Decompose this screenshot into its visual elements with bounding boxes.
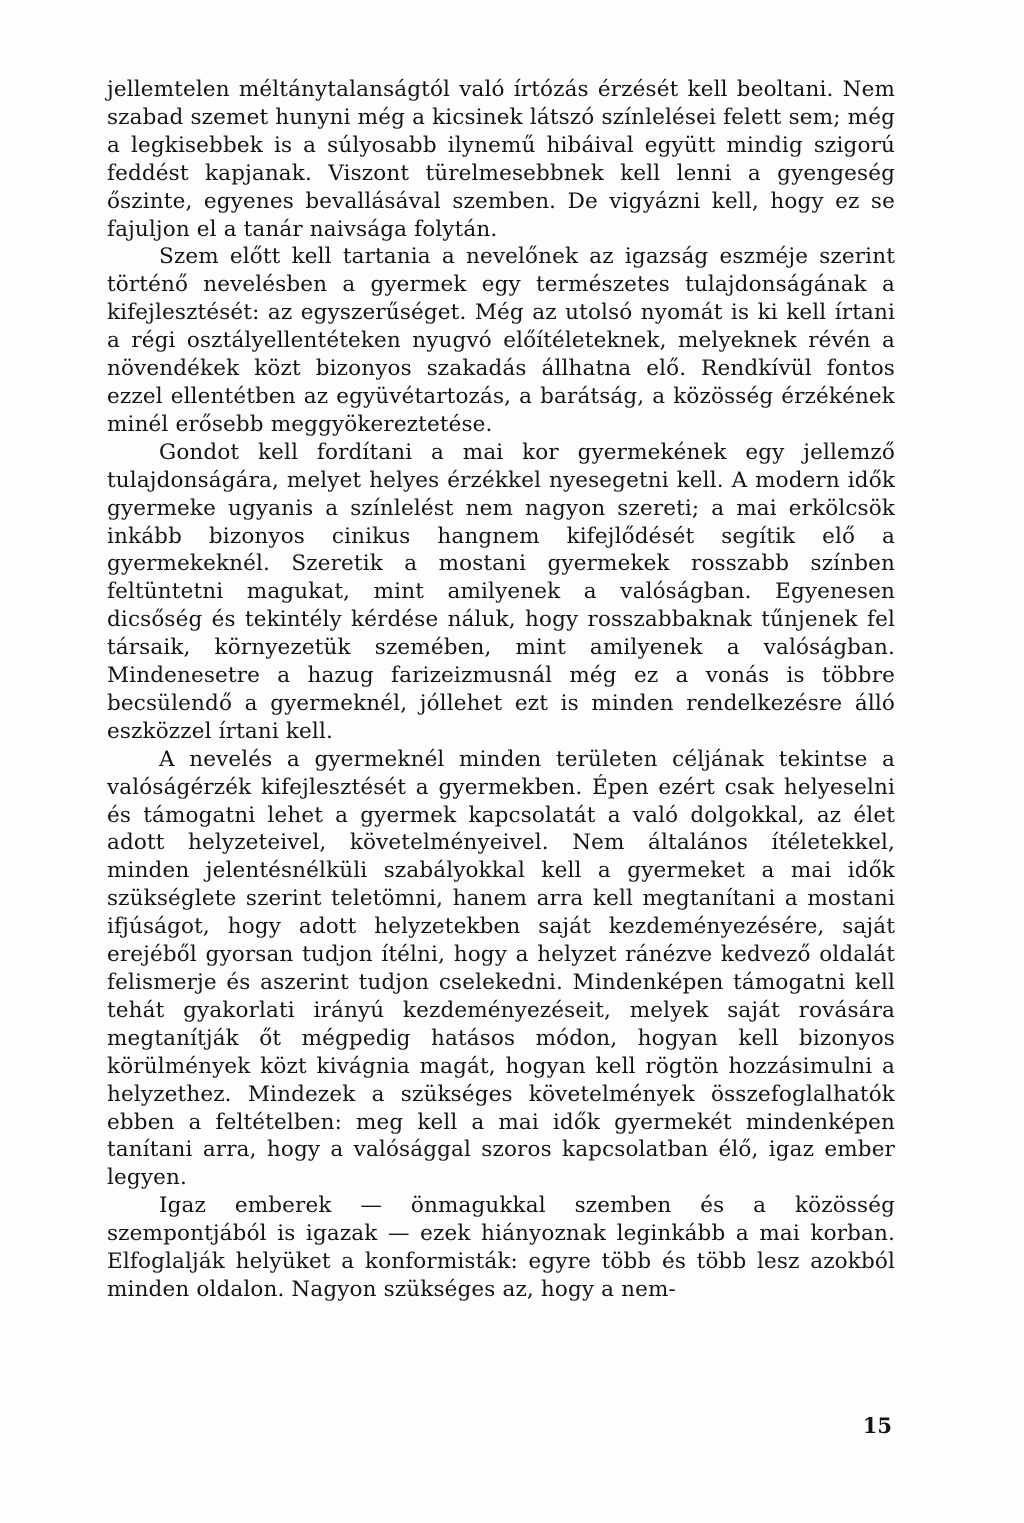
paragraph-2: Szem előtt kell tartania a nevelőnek az igazság eszméje szerint történő nevelésben a gyermek egy természetes tulajdonságának a kifejlesztését: az egyszerűséget. Még az utolsó nyomát is ki kell írtani a régi osztályellentéteken nyugvó előítéleteknek, melyeknek révén a növendékek közt bizonyos szakadás állhatna elő. Rendkívül fontos ezzel ellentétben az együvétartozás, a barátság, a közösség érzékének minél erősebb meggyökereztetése. <box>107 244 895 437</box>
body-text <box>107 76 895 1304</box>
paragraph-1: jellemtelen méltánytalanságtól való írtózás érzését kell beoltani. Nem szabad szemet hunyni még a kicsinek látszó színlelései felett sem; még a legkisebbek is a súlyosabb ilynemű hibáival együtt mindig szigorú feddést kapjanak. Viszont türelmesebbnek kell lenni a gyengeség őszinte, egyenes bevallásával szemben. De vigyázni kell, hogy ez se fajuljon el a tanár naivsága folytán. <box>107 77 895 242</box>
page-number: 15 <box>862 1413 892 1438</box>
paragraph-4: A nevelés a gyermeknél minden területen céljának tekintse a valóságérzék kifejlesztését a gyermekben. Épen ezért csak helyeselni és támogatni lehet a gyermek kapcsolatát a való dolgokkal, az élet adott helyzeteivel, követelményeivel. Nem általános ítéletekkel, minden jelentésnélküli szabályokkal kell a gyermeket a mai idők szükséglete szerint teletömni, hanem arra kell megtanítani a mostani ifjúságot, hogy adott helyzetekben saját kezdeményezésére, saját erejéből gyorsan tudjon ítélni, hogy a helyzet ránézve kedvező oldalát felismerje és aszerint tudjon cselekedni. Mindenképen támogatni kell tehát gyakorlati irányú kezdeményezéseit, melyek saját rovására megtanítják őt mégpedig hatásos módon, hogyan kell bizonyos körülmények közt kivágnia magát, hogyan kell rögtön hozzásimulni a helyzethez. Mindezek a szükséges követelmények összefoglalhatók ebben a feltételben: meg kell a mai idők gyermekét mindenképen tanítani arra, hogy a valósággal szoros kapcsolatban élő, igaz ember legyen. <box>107 746 895 1191</box>
paragraph-5: Igaz emberek — önmagukkal szemben és a közösség szempontjából is igazak — ezek hiányoznak leginkább a mai korban. Elfoglalják helyüket a konformisták: egyre több és több lesz azokból minden oldalon. Nagyon szükséges az, hogy a nem- <box>107 1193 895 1302</box>
paragraph-3: Gondot kell fordítani a mai kor gyermekének egy jellemző tulajdonságára, melyet helyes érzékkel nyesegetni kell. A modern idők gyermeke ugyanis a színlelést nem nagyon szereti; a mai erkölcsök inkább bizonyos cinikus hangnem kifejlődését segítik elő a gyermekeknél. Szeretik a mostani gyermekek rosszabb színben feltüntetni magukat, mint amilyenek a valóságban. Egyenesen dicsőség és tekintély kérdése náluk, hogy rosszabbaknak tűnjenek fel társaik, környezetük szemében, mint amilyenek a valóságban. Mindenesetre a hazug farizeizmusnál még ez a vonás is többre becsülendő a gyermeknél, jóllehet ezt is minden rendelkezésre álló eszközzel írtani kell. <box>107 439 895 744</box>
